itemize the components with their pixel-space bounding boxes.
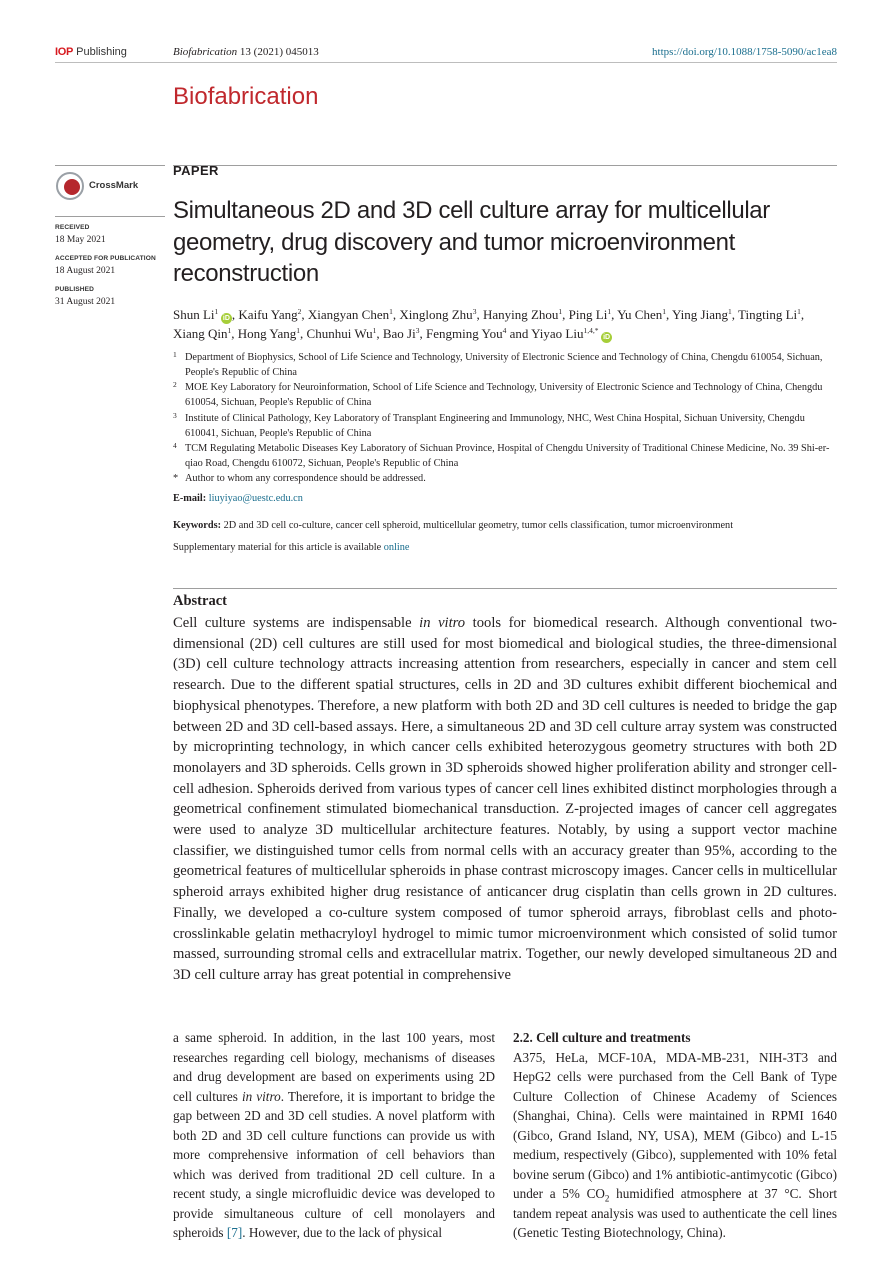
author-name: Chunhui Wu [306,326,373,341]
body-right-text-2: humidified atmosphere at 37 °C. Short tandem repeat analysis was used to authenticate the cell lines (Genetic Testing Biotechnology, China). [513,1186,838,1240]
author-name: Hong Yang [237,326,297,341]
keywords-label: Keywords: [173,520,222,531]
keywords-value: 2D and 3D cell co-culture, cancer cell spheroid, multicellular geometry, tumor cells classification, tumor microenvironment [223,520,734,531]
date-value-accepted: 18 August 2021 [55,266,116,276]
date-label-received: RECEIVED [55,224,90,231]
citation-volume: 13 (2021) 045013 [239,46,319,58]
abstract-text-rest: tools for biomedical research. Although conventional two-dimensional (2D) cell cultures are still used for most biomedical and biological studies, the three-dimensional (3D) cell culture technology attracts increasing attention from researchers, especially in cancer and stem cell research. Due to the different spatial structures, cells in 2D and 3D cultures exhibit different biochemical and biophysical phenotypes. Therefore, a new platform with both 2D and 3D cell cultures is needed to bridge the gap between 2D and 3D cell-based assays. Here, a simultaneous 2D and 3D cell culture array system was constructed by microprinting technology, in which cancer cells exhibited heterozygous geometry structures with both 2D monolayers and 3D spheroids. Cells grown in 3D spheroids showed higher proliferation ability and stronger cell-cell adhesion. Spheroids derived from various types of cancer cell lines exhibited distinct morphologies through a geometrical confinement stimulated biomechanical transduction. Z-projected images of cancer cell aggregates were used to analyze 3D multicellular architecture features. Notably, by using a support vector machine classifier, we distinguished tumor cells from normal cells with an accuracy greater than 95%, according to the geometrical features of multicellular spheroids in phase contrast microscopy images. Cancer cells in multicellular spheroid arrays exhibited higher drug resistance of anticancer drug cisplatin than cells grown in 2D cultures. Finally, we developed a co-culture system composed of tumor spheroid arrays, fibroblast cells and photo-crosslinkable gelatin methacryloyl hydrogel to mimic tumor microenvironment which consisted of solid tumor massed, surrounding stromal cells and extracellular matrix. Together, our newly developed simultaneous 2D and 3D cell culture array has great potential in comprehensive [173,615,838,983]
email-line [173,492,303,506]
supplementary-line [173,541,409,555]
left-rule-2 [55,216,165,217]
affiliation-text: TCM Regulating Metabolic Diseases Key Laboratory of Sichuan Province, Hospital of Chengdu University of Traditional Chinese Medicine, No. 39 Shi-er-qiao Road, Chengdu 610072, Sichuan, People's Republic of China [185,443,830,470]
author-name: Fengming You [425,326,503,341]
doi-link[interactable]: https://doi.org/10.1088/1758-5090/ac1ea8 [652,46,837,58]
author [238,326,307,341]
author-affiliation-sup: 1 [728,307,732,316]
article-type: PAPER [173,163,219,178]
author [617,307,672,322]
body-left-text-1: a same spheroid. In addition, in the last 100 years, most researches regarding cell biology, mechanisms of diseases and drug development are based on experiments using 2D cell cultures [173,1030,495,1104]
body-left-text-2: . Therefore, it is important to bridge the gap between 2D and 3D cell studies. A novel platform with both 2D and 3D cell culture functions can provide us with more comprehensive information of cell behaviors than which was derived from traditional 2D cell culture. In a recent study, a single microfluidic device was developed to provide simultaneous culture of cell monolayers and spheroids [173,1088,495,1240]
author-affiliation-sup: 1,4,* [583,326,599,335]
author-name: Xiang Qin [173,326,228,341]
crossmark-badge[interactable] [55,172,165,202]
page-header [55,44,837,63]
orcid-icon[interactable]: iD [603,334,611,341]
author-name: Yu Chen [617,307,663,322]
reference-link[interactable]: [7] [226,1225,243,1240]
author-separator: , [562,307,569,322]
author-affiliation-sup: 1 [797,307,801,316]
crossmark-icon-center [64,179,80,195]
correspondence-text: Author to whom any correspondence should be addressed. [185,473,426,484]
citation [173,45,319,59]
supplementary-text: Supplementary material for this article is available [173,542,382,553]
author-affiliation-sup: 1 [607,307,612,316]
author-separator: , [419,326,426,341]
citation-journal: Biofabrication [173,46,238,58]
abstract-italic: in vitro [419,615,466,631]
author [173,307,238,322]
author-separator: , [800,307,805,322]
author-name: Xinglong Zhu [399,307,473,322]
author-separator: and [506,326,532,341]
affiliation-number: 4 [173,441,177,450]
author-separator: , [665,307,673,322]
author-affiliation-sup: 1 [558,307,563,316]
date-value-received: 18 May 2021 [55,235,106,245]
title-rule [173,165,837,166]
date-label-published: PUBLISHED [55,286,95,293]
author-affiliation-sup: 1 [296,326,301,335]
author-name: Shun Li [173,307,215,322]
author-affiliation-sup: 3 [415,326,420,335]
author-affiliation-sup: 1 [662,307,666,316]
author [531,326,612,341]
paper-title: Simultaneous 2D and 3D cell culture array for multicellular geometry, drug discovery and tumor microenvironment reconstruction [173,197,770,287]
keywords-line [173,519,733,533]
author-name: Ying Jiang [672,307,728,322]
iop-publishing-logo [55,45,127,59]
author [307,326,383,341]
affiliation-text: MOE Key Laboratory for Neuroinformation, School of Life Science and Technology, University of Electronic Science and Technology of China, Chengdu 610054, Sichuan, People's Republic of China [185,382,823,409]
author-affiliation-sup: 1 [389,307,393,316]
author-name: Xiangyan Chen [307,307,390,322]
email-label: E-mail: [173,493,207,504]
author-name: Hanying Zhou [482,307,559,322]
author-separator: , [476,307,483,322]
author-separator: , [301,307,308,322]
crossmark-label: CrossMark [89,180,139,191]
author [399,307,483,322]
author-separator: , [231,307,239,322]
date-value-published: 31 August 2021 [55,297,116,307]
author-affiliation-sup: 1 [227,326,232,335]
author-affiliation-sup: 1 [372,326,377,335]
body-left-italic: in vitro [241,1088,281,1104]
affiliation-number: 3 [173,411,177,420]
co2-subscript: 2 [604,1193,610,1204]
author-separator: , [300,326,307,341]
author-separator: , [611,307,618,322]
author-affiliation-sup: 2 [297,307,302,316]
body-right-text-1: A375, HeLa, MCF-10A, MDA-MB-231, NIH-3T3 and HepG2 cells were purchased from the Cell Bank of Type Culture Collection of Chinese Academy of Sciences (Shanghai, China). Cells were maintained in RPMI 1640 (Gibco, Grand Island, NY, USA), MEM (Gibco) and L-15 medium, respectively (Gibco), supplemented with 10% fetal bovine serum (Gibco) and 1% antibiotic-antimycotic (Gibco) under a 5% CO [513,1049,837,1201]
author-name: Kaifu Yang [238,307,298,322]
affiliation-number: 2 [173,380,177,389]
author-name: Ping Li [568,307,608,322]
author [672,307,738,322]
logo-suffix: Publishing [76,46,127,58]
author [426,326,531,341]
abstract-text [173,613,837,986]
email-link[interactable]: liuyiyao@uestc.edu.cn [208,493,303,504]
author-name: Bao Ji [382,326,416,341]
body-left-column [173,1028,495,1243]
body-left-text-3: . However, due to the lack of physical [242,1225,443,1240]
author [173,326,238,341]
left-rule [55,165,165,166]
correspondence-mark: * [173,473,179,484]
author-list [173,305,837,343]
author [383,326,426,341]
author-affiliation-sup: 4 [502,326,507,335]
body-right-column [513,1048,837,1243]
journal-title: Biofabrication [173,83,319,110]
abstract-text-part: Cell culture systems are indispensable [173,615,412,631]
author-separator: , [731,307,739,322]
author [569,307,617,322]
supplementary-link[interactable]: online [383,542,410,553]
crossmark-icon [56,172,84,200]
author-separator: , [392,307,400,322]
author [238,307,307,322]
author-separator: , [376,326,383,341]
date-label-accepted: ACCEPTED FOR PUBLICATION [55,255,156,262]
orcid-icon[interactable]: iD [222,315,230,322]
author [483,307,569,322]
author-name: Yiyao Liu [531,326,584,341]
affiliation-number: 1 [173,350,177,359]
author [738,307,804,322]
abstract-heading: Abstract [173,593,227,609]
affiliation-text: Institute of Clinical Pathology, Key Laboratory of Transplant Engineering and Immunology, NHC, West China Hospital, Sichuan University, Chengdu 610041, Sichuan, People's Republic of China [185,413,805,440]
author [308,307,399,322]
author-name: Tingting Li [738,307,798,322]
author-affiliation-sup: 1 [214,307,219,316]
abstract-rule [173,588,837,589]
author-separator: , [231,326,238,341]
logo-brand: IOP [55,46,74,58]
affiliation-text: Department of Biophysics, School of Life Science and Technology, University of Electronic Science and Technology of China, Chengdu 610054, Sichuan, People's Republic of China [185,352,823,379]
author-affiliation-sup: 3 [472,307,477,316]
section-heading: 2.2. Cell culture and treatments [513,1030,691,1045]
